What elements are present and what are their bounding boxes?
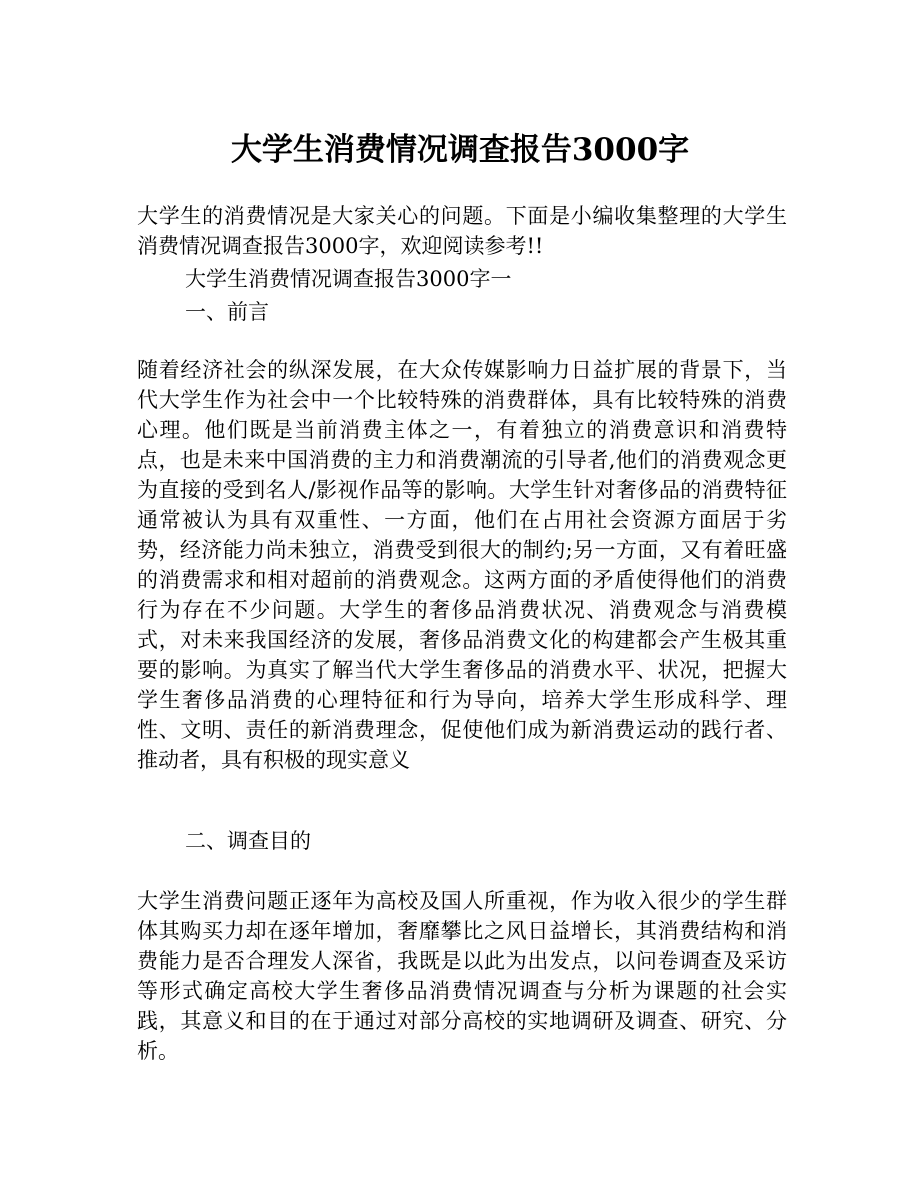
report-subtitle: 大学生消费情况调查报告3000字一 xyxy=(185,267,512,291)
document-title: 大学生消费情况调查报告3000字 xyxy=(230,132,690,168)
section-heading-preface: 一、前言 xyxy=(185,300,269,324)
section-heading-purpose: 二、调查目的 xyxy=(185,829,311,853)
intro-paragraph: 大学生的消费情况是大家关心的问题。下面是小编收集整理的大学生消费情况调查报告3000字，欢迎阅读参考!! xyxy=(137,204,787,258)
section-body-preface: 随着经济社会的纵深发展，在大众传媒影响力日益扩展的背景下，当代大学生作为社会中一个比较特殊的消费群体，具有比较特殊的消费心理。他们既是当前消费主体之一，有着独立的消费意识和消费特点，也是未来中国消费的主力和消费潮流的引导者,他们的消费观念更为直接的受到名人/影视作品等的影响。大学生针对奢侈品的消费特征通常被认为具有双重性、一方面，他们在占用社会资源方面居于劣势，经济能力尚未独立，消费受到很大的制约;另一方面，又有着旺盛的消费需求和相对超前的消费观念。这两方面的矛盾使得他们的消费行为存在不少问题。大学生的奢侈品消费状况、消费观念与消费模式，对未来我国经济的发展，奢侈品消费文化的构建都会产生极其重要的影响。为真实了解当代大学生奢侈品的消费水平、状况，把握大学生奢侈品消费的心理特征和行为导向，培养大学生形成科学、理性、文明、责任的新消费理念，促使他们成为新消费运动的践行者、推动者，具有积极的现实意义 xyxy=(137,358,787,772)
section-body-purpose: 大学生消费问题正逐年为高校及国人所重视，作为收入很少的学生群体其购买力却在逐年增加，奢靡攀比之风日益增长，其消费结构和消费能力是否合理发人深省，我既是以此为出发点，以问卷调查及采访等形式确定高校大学生奢侈品消费情况调查与分析为课题的社会实践，其意义和目的在于通过对部分高校的实地调研及调查、研究、分析。 xyxy=(137,889,787,1063)
